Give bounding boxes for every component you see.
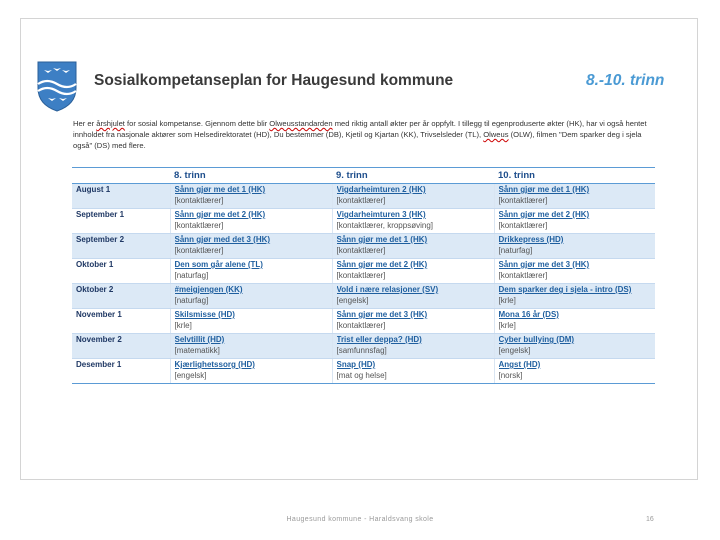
grade-8-cell [170,209,332,234]
responsible-label: [kontaktlærer] [498,220,548,230]
responsible-label: [kontaktlærer] [336,195,386,205]
responsible-label: [mat og helse] [336,370,387,380]
activity-link[interactable]: Sånn gjør me det 2 (HK) [174,210,266,219]
table-header-row [72,168,655,184]
activity-link[interactable]: Kjærlighetssorg (HD) [174,360,255,369]
activity-link[interactable]: Angst (HD) [498,360,541,369]
grade-9-cell [332,234,494,259]
table-row [72,284,655,309]
month-cell: Oktober 1 [72,259,170,284]
table-row [72,334,655,359]
table-row [72,209,655,234]
intro-term-olweus: Olweus [483,130,509,140]
responsible-label: [krle] [174,320,192,330]
grade-10-cell [494,359,655,384]
activity-link[interactable]: #meigjengen (KK) [174,285,243,294]
activity-link[interactable]: Cyber bullying (DM) [498,335,575,344]
grade-8-cell [170,309,332,334]
header-cell-grade-8: 8. trinn [170,168,332,184]
page-number: 16 [646,516,654,523]
month-cell: August 1 [72,184,170,209]
grade-8-cell [170,184,332,209]
responsible-label: [kontaktlærer] [174,245,224,255]
grade-10-cell [494,209,655,234]
responsible-label: [kontaktlærer, kroppsøving] [336,220,433,230]
activity-link[interactable]: Dem sparker deg i sjela - intro (DS) [498,285,632,294]
responsible-label: [naturfag] [174,270,209,280]
grade-10-cell [494,334,655,359]
responsible-label: [kontaktlærer] [336,270,386,280]
grade-9-cell [332,309,494,334]
activity-link[interactable]: Sånn gjør me det 2 (HK) [336,260,428,269]
footer-school-name: Haugesund kommune - Haraldsvang skole [286,516,434,523]
month-cell: Desember 1 [72,359,170,384]
month-cell: Oktober 2 [72,284,170,309]
intro-paragraph [73,118,653,152]
table-row [72,259,655,284]
grade-10-cell [494,309,655,334]
grade-9-cell [332,209,494,234]
table-row [72,309,655,334]
month-cell: November 1 [72,309,170,334]
header-cell-grade-10: 10. trinn [494,168,655,184]
responsible-label: [krle] [498,295,516,305]
activity-link[interactable]: Sånn gjør me det 1 (HK) [174,185,266,194]
intro-text: (OLW), filmen "Dem sparker deg i sjela også" (DS) med flere. [73,130,642,151]
responsible-label: [samfunnsfag] [336,345,387,355]
month-cell: September 1 [72,209,170,234]
activity-link[interactable]: Sånn gjør me det 1 (HK) [336,235,428,244]
activity-link[interactable]: Drikkepress (HD) [498,235,564,244]
activity-link[interactable]: Vold i nære relasjoner (SV) [336,285,439,294]
responsible-label: [kontaktlærer] [498,270,548,280]
responsible-label: [engelsk] [336,295,369,305]
activity-link[interactable]: Sånn gjør med det 3 (HK) [174,235,271,244]
responsible-label: [kontaktlærer] [498,195,548,205]
grade-8-cell [170,334,332,359]
month-cell: September 2 [72,234,170,259]
responsible-label: [kontaktlærer] [336,245,386,255]
grade-10-cell [494,284,655,309]
responsible-label: [krle] [498,320,516,330]
intro-text: med riktig antall økter per år oppfylt. I tillegg til egenproduserte økter (HK), har vi også hentet innholdet fra nasjonale aktører som Helsedirektoratet (HD), Du bestemmer (DB), Kjetil og Kjartan (KK), Trivselsleder (TL), [73,119,647,140]
grade-8-cell [170,234,332,259]
intro-text: Her er [73,119,97,128]
activity-link[interactable]: Vigdarheimturen 2 (HK) [336,185,426,194]
responsible-label: [engelsk] [174,370,207,380]
table-row [72,184,655,209]
intro-term-olweusstandarden: Olweusstandarden [269,119,333,128]
responsible-label: [kontaktlærer] [336,320,386,330]
responsible-label: [matematikk] [174,345,220,355]
responsible-label: [engelsk] [498,345,531,355]
grade-8-cell [170,259,332,284]
responsible-label: [kontaktlærer] [174,220,224,230]
grade-10-cell [494,234,655,259]
responsible-label: [kontaktlærer] [174,195,224,205]
grade-10-cell [494,259,655,284]
haugesund-coat-of-arms-icon [34,58,80,112]
header-cell-grade-9: 9. trinn [332,168,494,184]
activity-link[interactable]: Snap (HD) [336,360,376,369]
month-cell: November 2 [72,334,170,359]
grade-8-cell [170,284,332,309]
activity-link[interactable]: Den som går alene (TL) [174,260,263,269]
grade-9-cell [332,284,494,309]
activity-link[interactable]: Vigdarheimturen 3 (HK) [336,210,426,219]
grade-range-label: 8.-10. trinn [586,72,665,89]
grade-9-cell [332,184,494,209]
social-competence-plan-table [72,167,655,384]
activity-link[interactable]: Selvtillit (HD) [174,335,225,344]
activity-link[interactable]: Trist eller deppa? (HD) [336,335,422,344]
intro-term-arshjulet: årshjulet [96,119,125,128]
grade-9-cell [332,259,494,284]
grade-8-cell [170,359,332,384]
activity-link[interactable]: Sånn gjør me det 3 (HK) [336,310,428,319]
table-row [72,359,655,384]
activity-link[interactable]: Sånn gjør me det 1 (HK) [498,185,590,194]
grade-10-cell [494,184,655,209]
activity-link[interactable]: Sånn gjør me det 2 (HK) [498,210,590,219]
activity-link[interactable]: Mona 16 år (DS) [498,310,559,319]
grade-9-cell [332,334,494,359]
page-title: Sosialkompetanseplan for Haugesund kommune [94,72,454,89]
header-cell-month [72,168,170,184]
intro-text: for sosial kompetanse. Gjennom dette blir [124,119,270,128]
grade-9-cell [332,359,494,384]
activity-link[interactable]: Sånn gjør me det 3 (HK) [498,260,590,269]
activity-link[interactable]: Skilsmisse (HD) [174,310,235,319]
responsible-label: [naturfag] [174,295,209,305]
responsible-label: [norsk] [498,370,523,380]
responsible-label: [naturfag] [498,245,533,255]
table-row [72,234,655,259]
